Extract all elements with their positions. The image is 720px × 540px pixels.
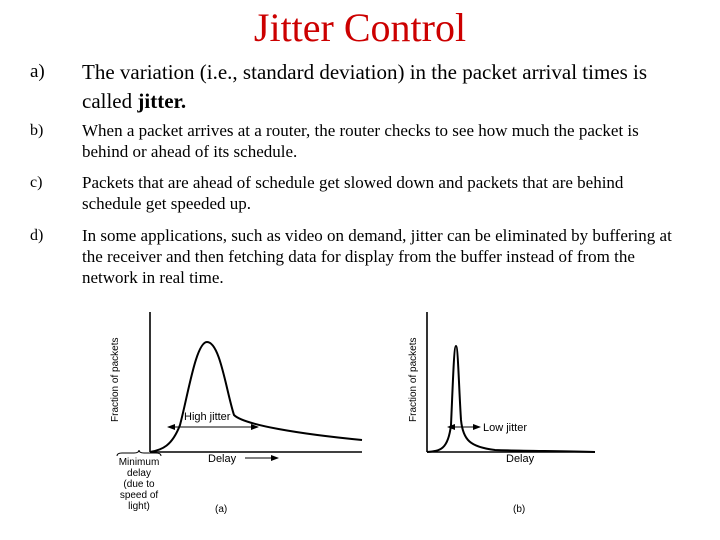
panel-a-xlabel: Delay: [208, 453, 237, 465]
jitter-diagram: [0, 300, 720, 540]
item-text: Packets that are ahead of schedule get slowed down and packets that are behind schedule get speeded up.: [82, 173, 624, 213]
item-marker: b): [30, 122, 44, 139]
min-delay-line-3: (due to: [123, 479, 155, 490]
min-delay-line-1: Minimum: [118, 457, 160, 468]
min-delay-line-5: light): [128, 501, 150, 512]
min-delay-line-2: delay: [127, 468, 151, 479]
panel-a: [110, 312, 362, 515]
panel-a-ylabel: Fraction of packets: [110, 337, 121, 422]
item-text: [82, 58, 682, 116]
panel-a-curve: [150, 342, 362, 452]
min-delay-line-4: speed of: [119, 490, 159, 501]
panel-a-caption: (a): [215, 504, 228, 515]
panel-b: [408, 312, 595, 515]
low-jitter-label: Low jitter: [483, 422, 528, 434]
panel-b-caption: (b): [513, 504, 526, 515]
panel-b-curve: [427, 346, 595, 452]
item-marker: d): [30, 227, 44, 244]
item-marker: a): [30, 61, 45, 82]
item-text: When a packet arrives at a router, the router checks to see how much the packet is behind or ahead of its schedule.: [82, 121, 639, 161]
item-text: In some applications, such as video on demand, jitter can be eliminated by buffering at the receiver and then fetching data for display from the buffer instead of from the network in real time.: [82, 226, 672, 287]
jitter-figure: [0, 300, 720, 540]
panel-b-ylabel: Fraction of packets: [408, 337, 419, 422]
item-text-bold: jitter.: [137, 89, 187, 113]
item-marker: c): [30, 174, 43, 191]
page-title: Jitter Control: [253, 5, 467, 50]
item-text-plain: The variation (i.e., standard deviation) in the packet arrival times is called: [82, 60, 648, 113]
high-jitter-label: High jitter: [184, 411, 231, 423]
panel-b-xlabel: Delay: [506, 453, 535, 465]
